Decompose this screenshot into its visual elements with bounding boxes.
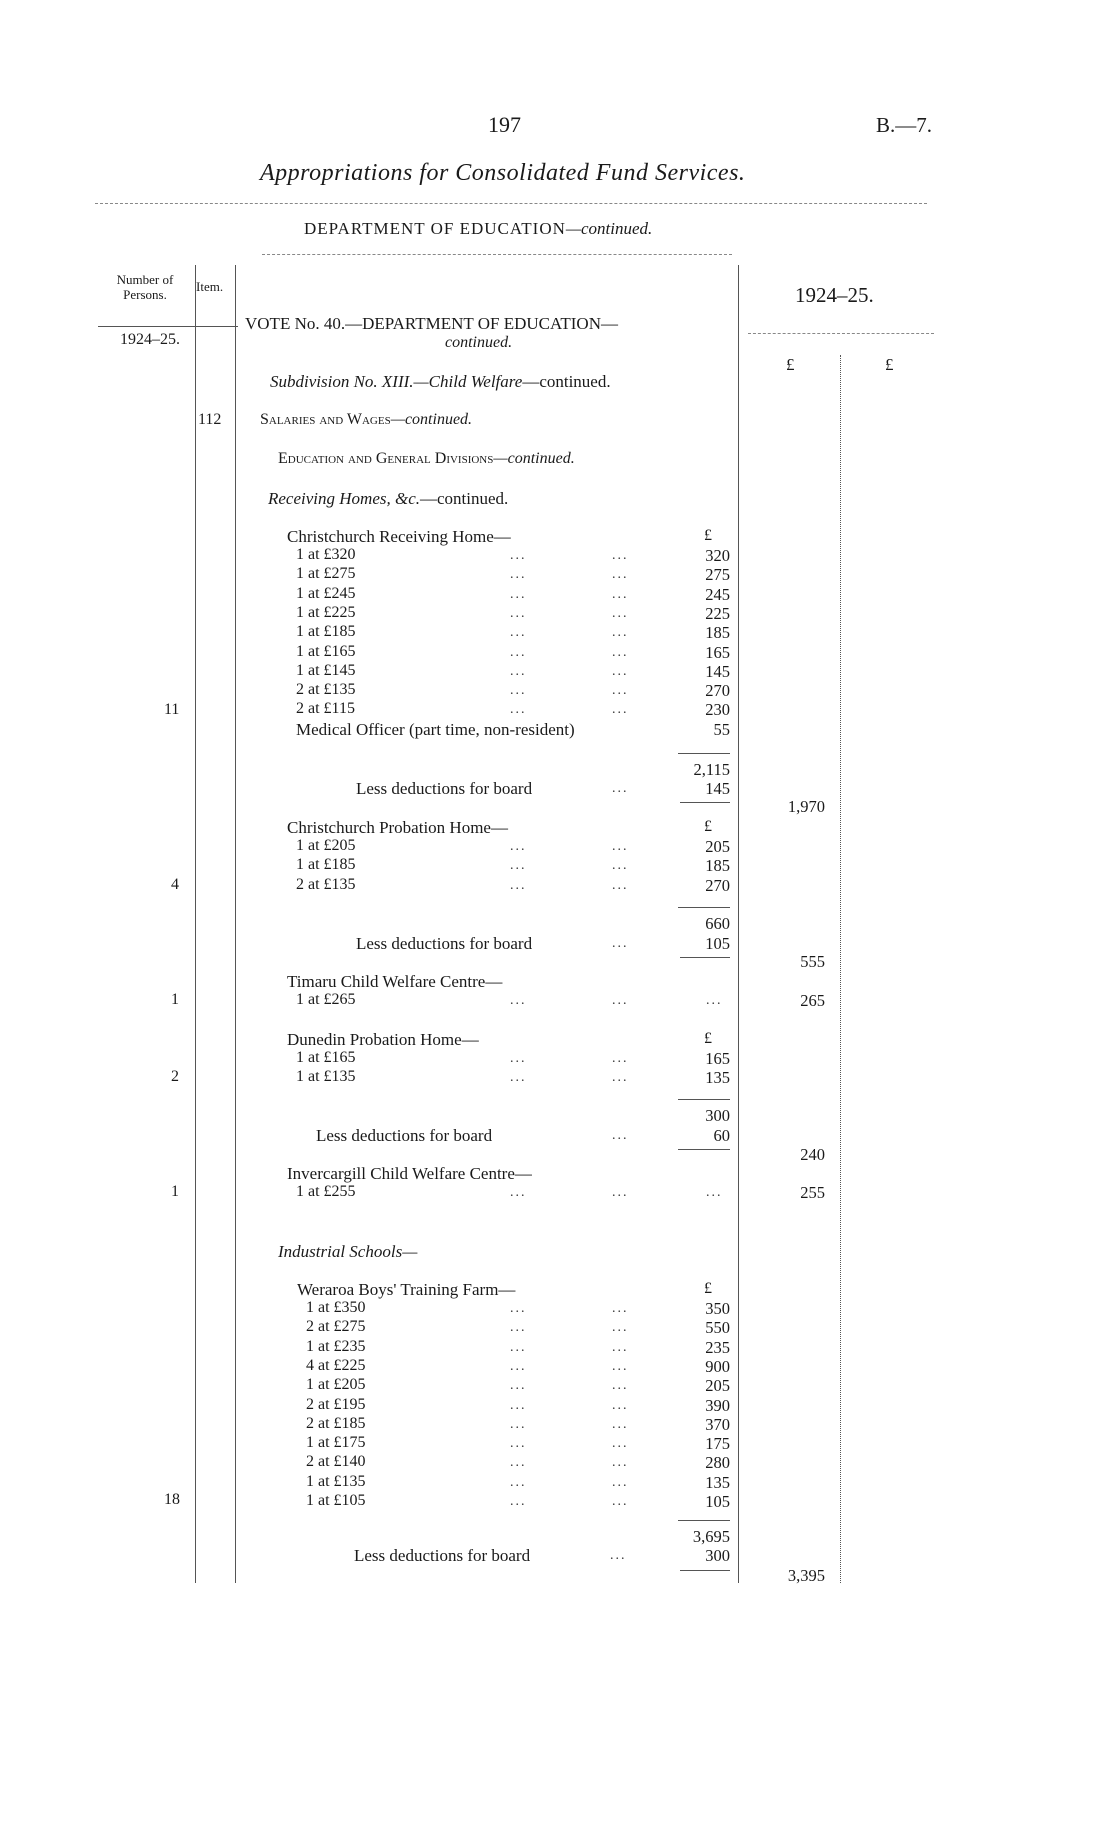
christchurch-probation-subtotal: 660: [705, 914, 730, 933]
column-rule-item-left: [195, 265, 196, 1583]
salary-line-label: 2 at £140: [306, 1453, 366, 1471]
invercargill-net: 255: [800, 1183, 825, 1202]
leader-dots: ...: [612, 683, 629, 699]
salary-line-amount: 270: [705, 875, 730, 895]
leader-dots: ...: [706, 993, 723, 1008]
dunedin-probation-subtotal: 300: [705, 1106, 730, 1125]
christchurch-receiving-currency: £: [704, 527, 712, 544]
leader-dots: ...: [612, 625, 629, 641]
column-rule-amounts-mid: [840, 355, 841, 1583]
timaru-persons: 1: [171, 991, 179, 1008]
weraroa-deduction-label: Less deductions for board: [354, 1546, 531, 1565]
leader-dots: ...: [612, 1185, 629, 1200]
weraroa-subtotal: 3,695: [692, 1527, 730, 1546]
salary-line-amount: 105: [705, 1492, 730, 1511]
dunedin-probation-name: Dunedin Probation Home—: [287, 1030, 479, 1049]
leader-dots: ...: [510, 702, 527, 718]
christchurch-probation-currency: £: [704, 818, 712, 835]
leader-dots: ...: [510, 1358, 527, 1374]
leader-dots: ...: [612, 663, 629, 679]
leader-dots: ...: [510, 663, 527, 679]
item-number: 112: [198, 411, 222, 428]
vote-continued: continued.: [445, 334, 513, 351]
leader-dots: ...: [510, 586, 527, 602]
salary-line-amount: 280: [705, 1453, 730, 1473]
leader-dots: ...: [612, 644, 629, 660]
leader-dots: ...: [612, 1416, 629, 1432]
leader-dots: ...: [510, 605, 527, 621]
christchurch-receiving-subtotal: 2,115: [693, 760, 730, 779]
salary-line-amount: 270: [705, 681, 730, 701]
timaru-net: 265: [800, 991, 825, 1010]
leader-dots: ...: [612, 1301, 629, 1316]
dunedin-probation-deduction: 60: [713, 1126, 730, 1145]
leader-dots: ...: [510, 625, 527, 641]
leader-dots: ...: [510, 839, 527, 854]
salary-line-amount: 55: [713, 719, 730, 739]
leader-dots: ...: [612, 1128, 629, 1143]
receiving-title: Receiving Homes, &c.: [268, 489, 420, 508]
christchurch-probation-name: Christchurch Probation Home—: [287, 818, 508, 837]
leader-dots: ...: [510, 1474, 527, 1490]
currency-header-2: £: [885, 355, 894, 374]
salaries-heading: [260, 411, 472, 429]
department-continued: —continued.: [565, 219, 653, 238]
salary-line-label: 1 at £245: [296, 584, 356, 602]
leader-dots: ...: [510, 858, 527, 874]
leader-dots: ...: [612, 839, 629, 854]
year-header: 1924–25.: [795, 283, 874, 307]
salary-line-label: 1 at £185: [296, 856, 356, 874]
leader-dots: ...: [706, 1185, 723, 1200]
salary-line-amount: 135: [705, 1068, 730, 1088]
leader-dots: ...: [610, 1548, 627, 1563]
salary-line-label: 1 at £205: [296, 837, 356, 854]
weraroa-deduction: 300: [705, 1546, 730, 1565]
salary-line-amount: 275: [705, 565, 730, 585]
leader-dots: ...: [612, 1051, 629, 1066]
number-of-persons-header: Number of Persons.: [116, 272, 174, 302]
christchurch-receiving-deduction: 145: [705, 779, 730, 798]
salaries-continued: —continued.: [390, 411, 473, 428]
leader-dots: ...: [612, 1378, 629, 1394]
weraroa-name: Weraroa Boys' Training Farm—: [297, 1280, 516, 1299]
weraroa-persons: 18: [164, 1491, 180, 1508]
divisions-heading: [278, 450, 575, 468]
salaries-title: Salaries and Wages: [260, 411, 391, 428]
christchurch-receiving-persons: 11: [164, 701, 180, 718]
leader-dots: ...: [510, 1339, 527, 1355]
leader-dots: ...: [612, 605, 629, 621]
header-underline: [98, 326, 238, 327]
leader-dots: ...: [510, 1397, 527, 1413]
salary-line-amount: 230: [705, 700, 730, 720]
leader-dots: ...: [612, 1070, 629, 1086]
salary-line-label: 2 at £185: [306, 1414, 366, 1432]
department-rule: [262, 254, 732, 255]
leader-dots: ...: [510, 1378, 527, 1394]
leader-dots: ...: [510, 548, 527, 563]
divisions-continued: —continued.: [493, 450, 575, 467]
salary-line-label: 1 at £185: [296, 623, 356, 641]
invercargill-name: Invercargill Child Welfare Centre—: [287, 1164, 532, 1183]
salary-line-amount: 205: [705, 837, 730, 856]
salary-line-amount: 145: [705, 661, 730, 681]
subdivision-title: Subdivision No. XIII.—Child Welfare: [270, 372, 523, 391]
leader-dots: ...: [612, 1339, 629, 1355]
salary-line-label: 1 at £105: [306, 1492, 366, 1509]
christchurch-probation-deduction: 105: [705, 934, 730, 953]
leader-dots: ...: [510, 1416, 527, 1432]
leader-dots: ...: [510, 1494, 527, 1509]
subtotal-rule: [678, 753, 730, 754]
salary-line-amount: 390: [705, 1395, 730, 1415]
salary-line-label: 1 at £275: [296, 565, 356, 583]
persons-year-header: 1924–25.: [120, 331, 180, 348]
document-reference: B.—7.: [876, 113, 933, 137]
subtotal-rule: [678, 1520, 730, 1521]
leader-dots: ...: [510, 1185, 527, 1200]
column-rule-item-right: [235, 265, 236, 1583]
leader-dots: ...: [612, 1474, 629, 1490]
leader-dots: ...: [612, 858, 629, 874]
leader-dots: ...: [510, 1051, 527, 1066]
salary-line-amount: 320: [705, 546, 730, 565]
net-rule: [680, 957, 730, 958]
leader-dots: ...: [612, 1320, 629, 1336]
salary-line-label: 1 at £165: [296, 642, 356, 660]
salary-line-label: 1 at £135: [306, 1472, 366, 1490]
christchurch-receiving-name: Christchurch Receiving Home—: [287, 527, 511, 546]
christchurch-probation-persons: 4: [171, 876, 179, 893]
salary-line-label: 2 at £115: [296, 700, 355, 718]
leader-dots: ...: [612, 548, 629, 563]
salary-line-amount: 235: [705, 1337, 730, 1357]
leader-dots: ...: [612, 702, 629, 718]
leader-dots: ...: [510, 644, 527, 660]
salary-line-amount: 900: [705, 1356, 730, 1376]
leader-dots: ...: [612, 1397, 629, 1413]
invercargill-persons: 1: [171, 1183, 179, 1200]
leader-dots: ...: [612, 586, 629, 602]
weraroa-net: 3,395: [787, 1566, 825, 1585]
salary-line-amount: 165: [705, 1049, 730, 1068]
salary-line-label: 1 at £135: [296, 1068, 356, 1086]
christchurch-receiving-net: 1,970: [787, 797, 825, 816]
salary-line-amount: 185: [705, 856, 730, 876]
leader-dots: ...: [612, 781, 629, 796]
leader-dots: ...: [612, 877, 629, 893]
leader-dots: ...: [612, 1358, 629, 1374]
leader-dots: ...: [510, 993, 527, 1008]
subdivision-heading: [270, 372, 611, 392]
timaru-name: Timaru Child Welfare Centre—: [287, 972, 503, 991]
salary-line-amount: 135: [705, 1472, 730, 1492]
salary-line-label: 4 at £225: [306, 1356, 366, 1374]
leader-dots: ...: [612, 993, 629, 1008]
dunedin-probation-net: 240: [800, 1145, 825, 1164]
salary-line-label: 1 at £320: [296, 546, 356, 563]
christchurch-receiving-deduction-label: Less deductions for board: [356, 779, 533, 798]
leader-dots: ...: [510, 877, 527, 893]
leader-dots: ...: [612, 1436, 629, 1452]
salary-line-label: 1 at £165: [296, 1049, 356, 1066]
header-rule: [95, 203, 927, 204]
salary-line-label: 1 at £350: [306, 1299, 366, 1316]
salary-line-label: 1 at £205: [306, 1376, 366, 1394]
department-name: DEPARTMENT OF EDUCATION: [304, 219, 566, 238]
net-rule: [680, 1570, 730, 1571]
salary-line-amount: 165: [705, 642, 730, 662]
salary-line-amount: 205: [705, 1376, 730, 1396]
page-title: Appropriations for Consolidated Fund Services.: [260, 160, 746, 186]
net-rule: [680, 802, 730, 803]
vote-title: VOTE No. 40.—DEPARTMENT OF EDUCATION—: [245, 314, 618, 333]
salary-line-amount: 225: [705, 603, 730, 623]
item-header: Item.: [196, 279, 224, 294]
leader-dots: ...: [510, 567, 527, 583]
salary-line-amount: 175: [705, 1434, 730, 1454]
leader-dots: ...: [510, 1436, 527, 1452]
salary-line-amount: 550: [705, 1318, 730, 1338]
salary-line-label: 2 at £195: [306, 1395, 366, 1413]
invercargill-line: 1 at £255: [296, 1183, 356, 1200]
leader-dots: ...: [510, 1455, 527, 1471]
currency-header-1: £: [786, 355, 795, 374]
salary-line-amount: 350: [705, 1299, 730, 1318]
leader-dots: ...: [612, 1494, 629, 1509]
salary-line-amount: 185: [705, 623, 730, 643]
department-heading: [304, 219, 652, 239]
subdivision-continued: —continued.: [522, 372, 611, 391]
salary-line-label: Medical Officer (part time, non-resident): [296, 719, 575, 739]
subtotal-rule: [678, 907, 730, 908]
subtotal-rule: [678, 1099, 730, 1100]
leader-dots: ...: [510, 1070, 527, 1086]
leader-dots: ...: [510, 683, 527, 699]
leader-dots: ...: [510, 1301, 527, 1316]
leader-dots: ...: [510, 1320, 527, 1336]
divisions-title: Education and General Divisions: [278, 450, 494, 467]
timaru-line: 1 at £265: [296, 991, 356, 1008]
leader-dots: ...: [612, 1455, 629, 1471]
page-number: 197: [488, 112, 521, 137]
salary-line-amount: 245: [705, 584, 730, 604]
receiving-heading: [268, 489, 508, 509]
salary-line-amount: 370: [705, 1414, 730, 1434]
dunedin-probation-persons: 2: [171, 1068, 179, 1085]
dunedin-probation-deduction-label: Less deductions for board: [316, 1126, 493, 1145]
christchurch-probation-net: 555: [800, 952, 825, 971]
industrial-heading: Industrial Schools—: [278, 1242, 418, 1261]
christchurch-probation-deduction-label: Less deductions for board: [356, 934, 533, 953]
net-rule: [678, 1149, 730, 1150]
salary-line-label: 2 at £135: [296, 681, 356, 699]
dunedin-probation-currency: £: [704, 1030, 712, 1047]
salary-line-label: 1 at £175: [306, 1434, 366, 1452]
salary-line-label: 1 at £145: [296, 661, 356, 679]
salary-line-label: 1 at £235: [306, 1337, 366, 1355]
salary-line-label: 2 at £275: [306, 1318, 366, 1336]
weraroa-currency: £: [704, 1280, 712, 1297]
receiving-continued: —continued.: [420, 489, 509, 508]
leader-dots: ...: [612, 567, 629, 583]
salary-line-label: 1 at £225: [296, 603, 356, 621]
salary-line-label: 2 at £135: [296, 875, 356, 893]
leader-dots: ...: [612, 936, 629, 951]
column-rule-amounts-left: [738, 265, 739, 1583]
year-underline: [748, 333, 934, 334]
